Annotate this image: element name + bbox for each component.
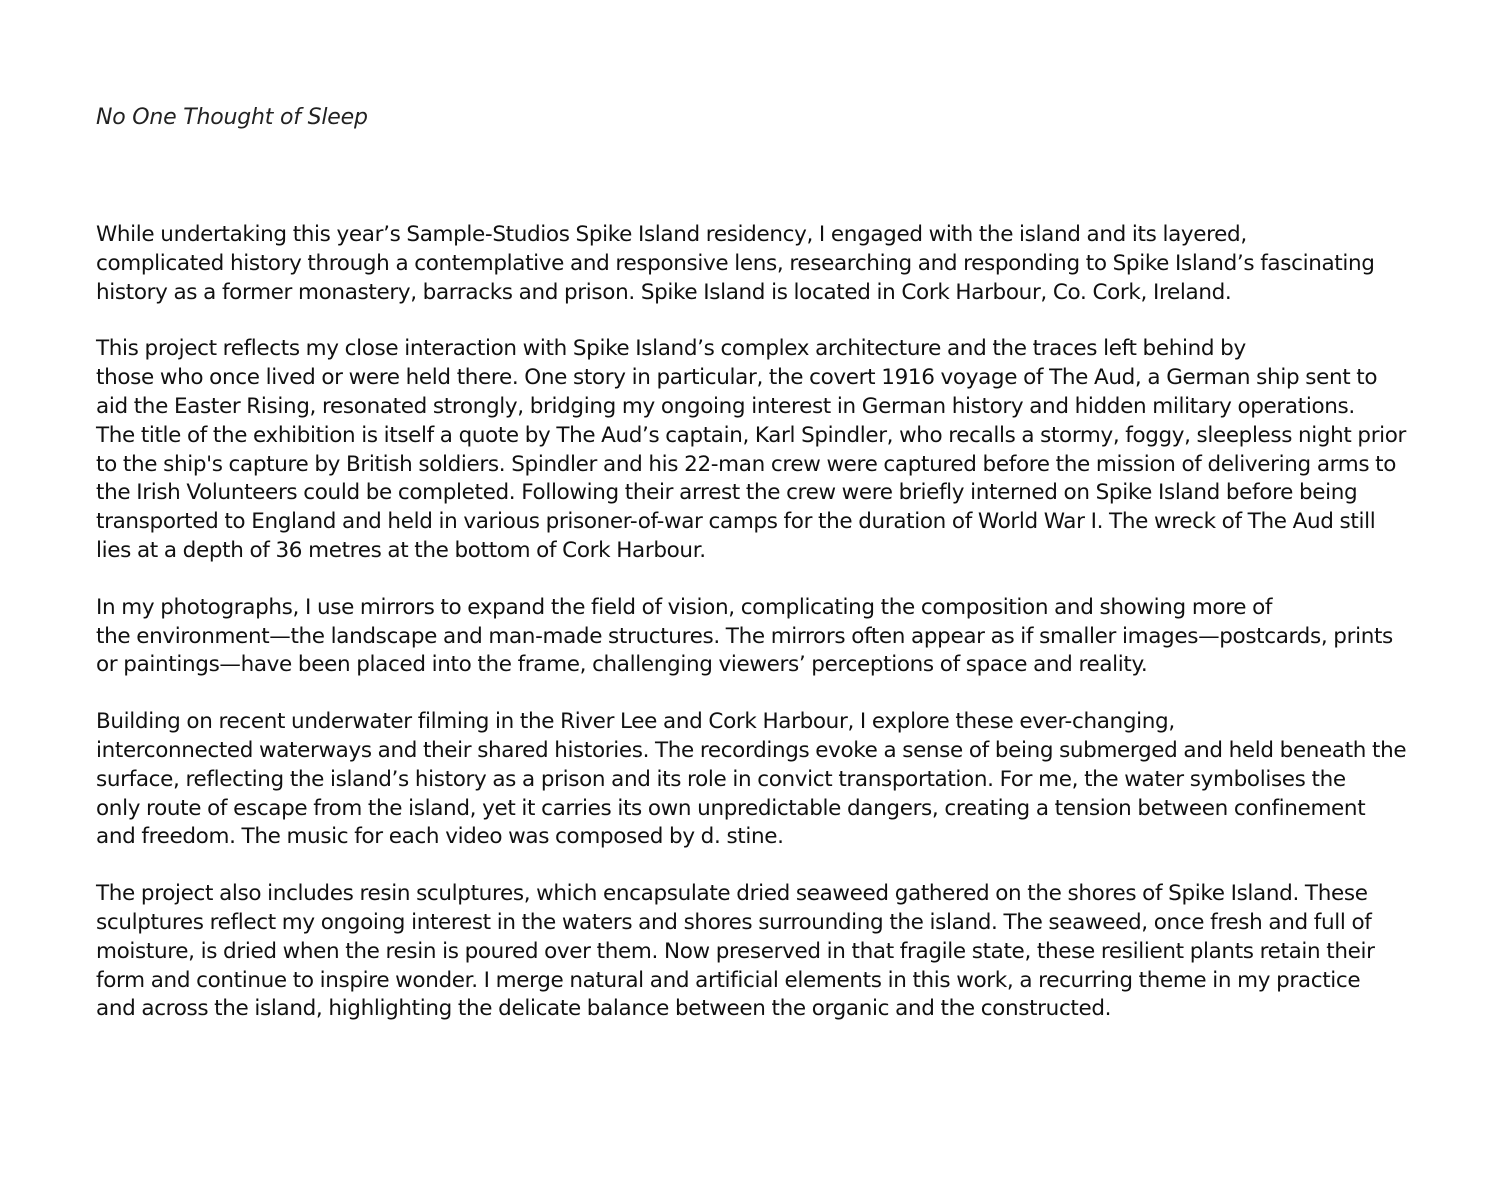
text-line: and across the island, highlighting the delicate balance between the organic and the constructed. <box>96 996 1112 1022</box>
text-line: sculptures reflect my ongoing interest in the waters and shores surrounding the island. The seaweed, once fresh and full of <box>96 909 1372 935</box>
text-line: Building on recent underwater filming in the River Lee and Cork Harbour, I explore these ever-changing, <box>96 709 1175 735</box>
text-line: the environment—the landscape and man-made structures. The mirrors often appear as if smaller images—postcards, prints <box>96 623 1393 649</box>
statement-body <box>96 221 1406 1052</box>
text-line: only route of escape from the island, yet it carries its own unpredictable dangers, creating a tension between confinement <box>96 795 1366 821</box>
text-line: the Irish Volunteers could be completed. Following their arrest the crew were briefly interned on Spike Island before being <box>96 480 1358 506</box>
text-line: lies at a depth of 36 metres at the bottom of Cork Harbour. <box>96 537 706 563</box>
text-line: complicated history through a contemplative and responsive lens, researching and responding to Spike Island’s fascinating <box>96 250 1375 276</box>
text-line: and freedom. The music for each video was composed by d. stine. <box>96 824 784 850</box>
paragraph-residency <box>96 221 1406 307</box>
paragraph-mirrors <box>96 594 1406 680</box>
text-line: history as a former monastery, barracks and prison. Spike Island is located in Cork Harbour, Co. Cork, Ireland. <box>96 279 1232 305</box>
text-line: In my photographs, I use mirrors to expand the field of vision, complicating the composition and showing more of <box>96 594 1273 620</box>
text-line: aid the Easter Rising, resonated strongly, bridging my ongoing interest in German history and hidden military operations. <box>96 393 1355 419</box>
text-line: form and continue to inspire wonder. I merge natural and artificial elements in this work, a recurring theme in my practice <box>96 967 1361 993</box>
text-line: The title of the exhibition is itself a quote by The Aud’s captain, Karl Spindler, who recalls a stormy, foggy, sleepless night prior <box>96 422 1407 448</box>
text-line: This project reflects my close interaction with Spike Island’s complex architecture and the traces left behind by <box>96 336 1246 362</box>
text-line: to the ship's capture by British soldiers. Spindler and his 22-man crew were captured before the mission of delivering arms to <box>96 451 1397 477</box>
text-line: interconnected waterways and their shared histories. The recordings evoke a sense of being submerged and held beneath the <box>96 737 1407 763</box>
text-line: or paintings—have been placed into the frame, challenging viewers’ perceptions of space and reality. <box>96 652 1148 678</box>
page-title: No One Thought of Sleep <box>96 105 368 130</box>
paragraph-the-aud <box>96 335 1406 565</box>
text-line: those who once lived or were held there. One story in particular, the covert 1916 voyage of The Aud, a German ship sent to <box>96 365 1378 391</box>
text-line: surface, reflecting the island’s history as a prison and its role in convict transportation. For me, the water symbolises the <box>96 766 1346 792</box>
text-line: moisture, is dried when the resin is poured over them. Now preserved in that fragile state, these resilient plants retain their <box>96 938 1375 964</box>
text-line: The project also includes resin sculptures, which encapsulate dried seaweed gathered on the shores of Spike Island. These <box>96 881 1368 907</box>
text-line: transported to England and held in various prisoner-of-war camps for the duration of World War I. The wreck of The Aud still <box>96 509 1376 535</box>
paragraph-underwater <box>96 708 1406 852</box>
text-line: While undertaking this year’s Sample-Studios Spike Island residency, I engaged with the island and its layered, <box>96 222 1247 247</box>
paragraph-resin <box>96 880 1406 1024</box>
